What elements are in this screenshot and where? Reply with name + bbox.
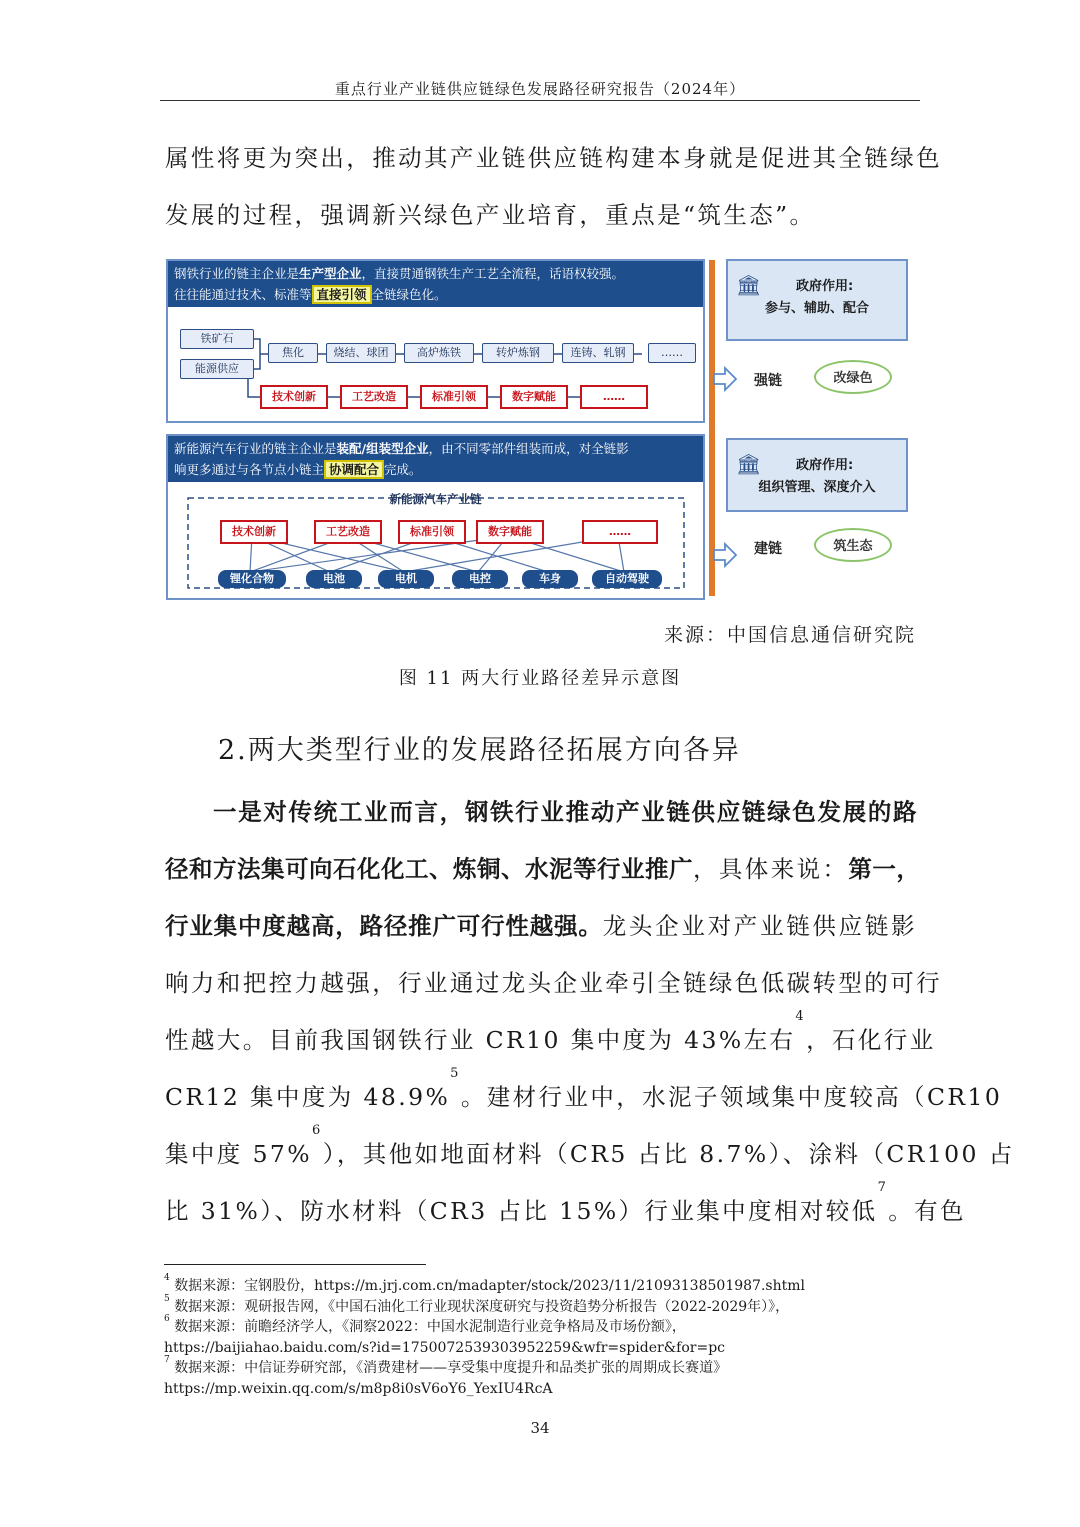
intro-line-2: 发展的过程，强调新兴绿色产业培育，重点是“筑生态”。	[165, 201, 816, 229]
lever-node: ……	[580, 385, 648, 409]
body-text: CR12 集中度为 48.9%	[165, 1083, 451, 1111]
chain-node: 焦化	[268, 343, 318, 363]
footnote-ref: 4	[795, 1009, 807, 1024]
figure-source: 来源：中国信息通信研究院	[663, 624, 916, 646]
nev-head2-text-2: 完成。	[384, 462, 422, 477]
body-text: 性越大。目前我国钢铁行业 CR10 集中度为 43%左右	[165, 1026, 796, 1054]
body-bold: 第一，	[848, 855, 921, 883]
steel-head-text: 钢铁行业的链主企业是	[174, 266, 300, 281]
section-heading: 2.两大类型行业的发展路径拓展方向各异	[218, 735, 741, 766]
footnote-7	[164, 1355, 924, 1379]
chain-label-strengthen: 强链	[754, 373, 782, 389]
footnote-text: 数据来源：中信证券研究部，《消费建材——享受集中度提升和品类扩张的周期成长赛道》	[174, 1360, 728, 1376]
footnote-5	[164, 1293, 924, 1318]
chain-node: ……	[648, 343, 696, 363]
steel-head-text-2: ，直接贯通钢铁生产工艺全流程，话语权较强。	[361, 266, 625, 281]
body-line-3	[165, 898, 917, 955]
body-text: ，具体来说：	[693, 855, 849, 883]
steel-panel	[166, 259, 705, 423]
gov-role-body: 组织管理、深度介入	[758, 480, 876, 495]
part-node: 电池	[306, 570, 362, 588]
steel-head-bold: 生产型企业	[299, 266, 362, 281]
body-text: 。有色	[888, 1197, 966, 1225]
government-building-icon: 🏛	[736, 273, 762, 297]
right-arrow-icon	[712, 366, 738, 392]
lever-node: 工艺改造	[314, 520, 382, 544]
nev-head-text-2: ，由不同零部件组装而成，对全链影	[428, 441, 629, 456]
nev-head-text: 新能源汽车行业的链主企业是	[174, 441, 337, 456]
input-node-iron-ore: 铁矿石	[180, 329, 254, 349]
body-bold: 径和方法集可向石化化工、炼铜、水泥等行业推广	[165, 855, 693, 883]
figure-caption: 图 11 两大行业路径差异示意图	[398, 668, 682, 689]
tag-oval: 筑生态	[814, 528, 892, 562]
government-building-icon: 🏛	[736, 452, 762, 476]
body-line-1	[165, 784, 917, 841]
nev-panel	[166, 434, 705, 600]
body-text: 比 31%）、防水材料（CR3 占比 15%）行业集中度相对较低	[165, 1197, 878, 1225]
lever-node: 标准引领	[420, 385, 488, 409]
footnote-text: 数据来源：宝钢股份，https://m.jrj.com.cn/madapter/stock/2023/11/21093138501987.shtml	[174, 1278, 805, 1294]
gov-role-title: 政府作用:	[796, 279, 854, 294]
chain-label-build: 建链	[754, 541, 782, 557]
nev-head-bold: 装配/组装型企业	[336, 441, 429, 456]
footnote-4	[164, 1273, 924, 1297]
lever-node: 工艺改造	[340, 385, 408, 409]
body-line-2	[165, 841, 921, 898]
gov-role-box-top	[726, 259, 908, 341]
footnote-number: 7	[164, 1355, 170, 1365]
chain-node: 烧结、球团	[326, 343, 396, 363]
footnote-6-link[interactable]: https://baijiahao.baidu.com/s?id=1750072539303952259&wfr=spider&for=pc	[164, 1339, 725, 1356]
lever-node: 标准引领	[398, 520, 466, 544]
tag-oval: 改绿色	[814, 360, 892, 394]
intro-paragraph	[165, 130, 942, 244]
footnote-number: 5	[164, 1293, 170, 1304]
footnote-ref: 7	[877, 1180, 889, 1195]
chain-node: 连铸、轧钢	[562, 343, 634, 363]
body-line-4: 响力和把控力越强，行业通过龙头企业牵引全链绿色低碳转型的可行	[165, 969, 942, 997]
body-text: 。建材行业中，水泥子领域集中度较高（CR10	[460, 1083, 1003, 1111]
body-bold: 一是对传统工业而言，钢铁行业推动产业链供应链绿色发展的路	[213, 798, 917, 826]
body-paragraph	[165, 784, 1015, 1240]
footnote-ref: 5	[450, 1066, 461, 1081]
footnote-rule	[164, 1264, 426, 1265]
footnote-text: 数据来源：前瞻经济学人，《洞察2022：中国水泥制造行业竞争格局及市场份额》，	[174, 1319, 686, 1335]
footnote-text: 数据来源：观研报告网，《中国石油化工行业现状深度研究与投资趋势分析报告（2022-2029年）》，	[174, 1298, 790, 1315]
body-line-7	[165, 1123, 1015, 1183]
running-header: 重点行业产业链供应链绿色发展路径研究报告（2024年）	[334, 80, 746, 98]
header-rule	[160, 100, 920, 101]
body-text: ），其他如地面材料（CR5 占比 8.7%）、涂料（CR100 占	[322, 1140, 1015, 1168]
chain-node: 转炉炼钢	[482, 343, 554, 363]
part-node: 车身	[522, 570, 578, 588]
gov-role-title: 政府作用:	[796, 458, 854, 473]
part-node: 自动驾驶	[592, 570, 662, 588]
input-node-energy: 能源供应	[180, 359, 254, 379]
gov-role-body: 参与、辅助、配合	[764, 301, 869, 316]
body-line-6	[165, 1066, 1003, 1126]
footnote-7-link[interactable]: https://mp.weixin.qq.com/s/m8p8i0sV6oY6_YexIU4RcA	[164, 1380, 553, 1397]
lever-node: 数字赋能	[500, 385, 568, 409]
part-node: 电机	[378, 570, 434, 588]
footnote-number: 6	[164, 1314, 170, 1324]
intro-line-1: 属性将更为突出，推动其产业链供应链构建本身就是促进其全链绿色	[165, 144, 942, 172]
part-node: 锂化合物	[218, 570, 286, 588]
lever-node: 数字赋能	[476, 520, 544, 544]
footnote-6	[164, 1314, 924, 1338]
nev-highlight: 协调配合	[324, 460, 384, 479]
part-node: 电控	[452, 570, 508, 588]
page-number: 34	[530, 1419, 550, 1437]
chain-node: 高炉炼铁	[404, 343, 474, 363]
nev-chain-title: 新能源汽车产业链	[389, 492, 482, 506]
figure-11	[166, 256, 916, 598]
footnote-ref: 6	[312, 1123, 323, 1138]
footnotes	[164, 1273, 924, 1399]
body-text: 集中度 57%	[165, 1140, 313, 1168]
right-arrow-icon	[712, 542, 738, 568]
nev-head2-text: 响更多通过与各节点小链主	[174, 462, 325, 477]
footnote-number: 4	[164, 1273, 170, 1283]
body-bold: 行业集中度越高，路径推广可行性越强。	[165, 912, 603, 940]
body-line-5	[165, 1009, 936, 1069]
body-line-8	[165, 1180, 966, 1240]
body-text: 龙头企业对产业链供应链影	[602, 912, 917, 940]
lever-node: ……	[582, 520, 658, 544]
lever-node: 技术创新	[220, 520, 288, 544]
steel-head2-text: 往往能通过技术、标准等	[174, 287, 312, 302]
gov-role-box-bottom	[726, 438, 908, 512]
steel-head2-text-2: 全链绿色化。	[371, 287, 447, 302]
lever-node: 技术创新	[260, 385, 328, 409]
body-text: ，石化行业	[806, 1026, 936, 1054]
steel-highlight: 直接引领	[312, 285, 372, 304]
